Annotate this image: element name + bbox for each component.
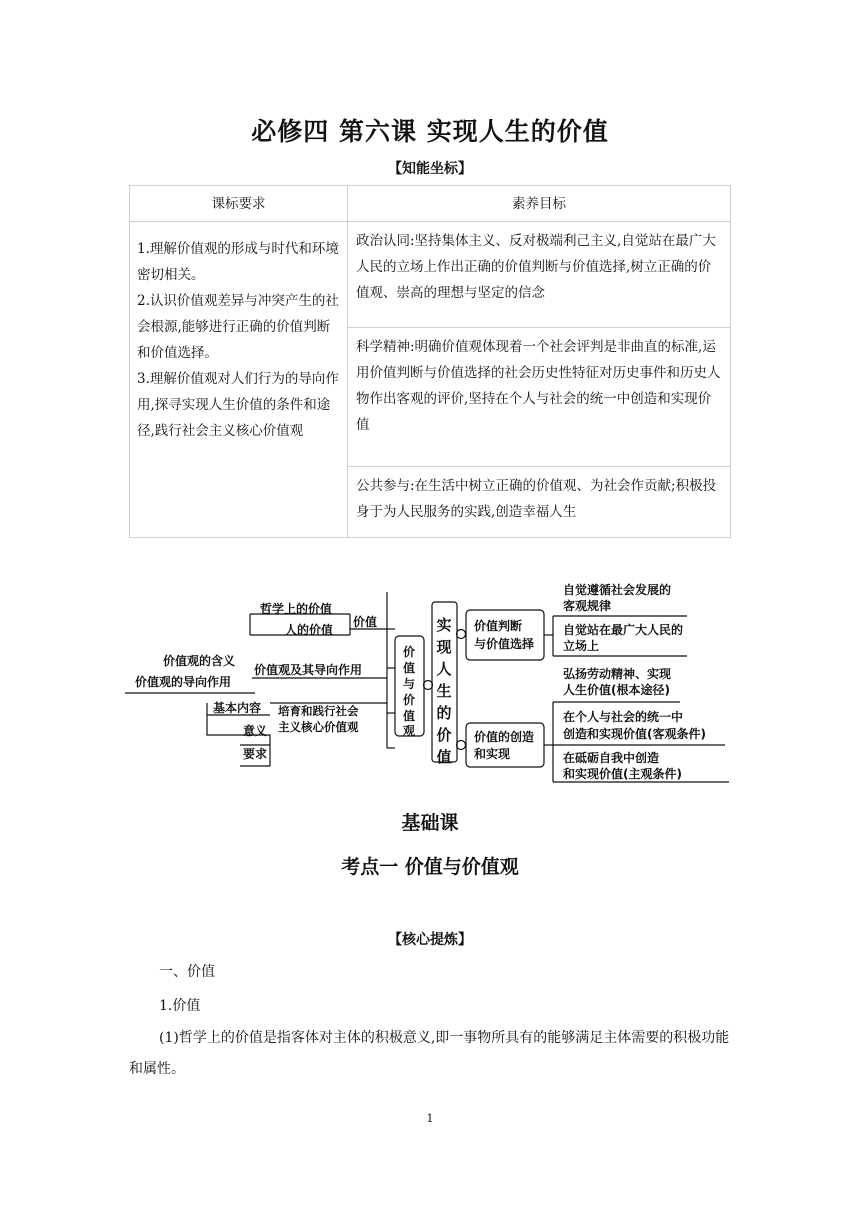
requirement-item: 1.理解价值观的形成与时代和环境密切相关。 (137, 241, 339, 283)
mindmap-char: 价 (402, 693, 416, 707)
standards-table (129, 185, 731, 538)
mindmap-char: 值 (402, 661, 416, 675)
mindmap-node: 人生价值(根本途径) (563, 683, 670, 697)
mindmap-node: 要求 (243, 747, 268, 761)
section-label-knowledge: 【知能坐标】 (388, 161, 472, 177)
heading-level2: 1.价值 (159, 998, 201, 1014)
mindmap-char: 与 (402, 677, 416, 691)
section-heading-point: 考点一 价值与价值观 (341, 856, 519, 878)
mindmap-char: 值 (436, 748, 452, 766)
table-cell-goal: 科学精神:明确价值观体现着一个社会评判是非曲直的标准,运用价值判断与价值选择的社会历史性特征对历史事件和历史人物作出客观的评价,坚持在个人与社会的统一中创造和实现价值 (348, 328, 731, 467)
mindmap-node: 意义 (243, 724, 268, 738)
mindmap-node: 主义核心价值观 (278, 720, 359, 734)
mindmap-node: 在砥砺自我中创造 (563, 751, 660, 765)
mindmap-node: 价值 (353, 615, 378, 629)
mindmap-node: 立场上 (563, 639, 600, 653)
mindmap-node: 和实现价值(主观条件) (563, 767, 682, 781)
mindmap-node: 价值判断 (474, 619, 523, 633)
mind-map-diagram (125, 572, 735, 792)
mindmap-char: 的 (436, 704, 452, 722)
mindmap-node: 培育和践行社会 (278, 704, 359, 718)
page-title: 必修四 第六课 实现人生的价值 (251, 117, 609, 146)
mindmap-node: 哲学上的价值 (260, 602, 333, 616)
mindmap-node: 自觉遵循社会发展的 (563, 583, 672, 597)
mindmap-node: 价值观的含义 (163, 654, 236, 668)
requirement-item: 3.理解价值观对人们行为的导向作用,探寻实现人生价值的条件和途径,践行社会主义核心价值观 (137, 371, 339, 439)
mindmap-char: 观 (402, 724, 416, 738)
mindmap-node: 基本内容 (213, 701, 262, 715)
table-cell-goal: 政治认同:坚持集体主义、反对极端利己主义,自觉站在最广大人民的立场上作出正确的价值判断与价值选择,树立正确的价值观、崇高的理想与坚定的信念 (348, 222, 731, 328)
mindmap-node-vertical: 价 (402, 645, 416, 659)
mindmap-char: 价 (436, 726, 452, 744)
heading-level1: 一、价值 (159, 964, 215, 980)
body-paragraph: (1)哲学上的价值是指客体对主体的积极意义,即一事物所具有的能够满足主体需要的积极功能和属性。 (129, 1030, 730, 1077)
mindmap-node: 和实现 (474, 747, 511, 761)
table-header-cell: 课标要求 (130, 186, 348, 222)
mindmap-node: 弘扬劳动精神、实现 (563, 667, 672, 681)
mindmap-char: 生 (436, 682, 452, 700)
mindmap-node: 与价值选择 (474, 637, 535, 651)
table-row (130, 222, 731, 328)
table-header-cell: 素养目标 (348, 186, 731, 222)
mindmap-node: 价值的创造 (474, 730, 535, 744)
section-heading-basic: 基础课 (401, 812, 459, 834)
mindmap-root: 实 (436, 616, 452, 634)
requirement-item: 2.认识价值观差异与冲突产生的社会根源,能够进行正确的价值判断和价值选择。 (137, 293, 339, 361)
mindmap-char: 人 (436, 660, 452, 678)
table-cell-goal: 公共参与:在生活中树立正确的价值观、为社会作贡献;积极投身于为人民服务的实践,创造幸福人生 (348, 467, 731, 538)
table-header-row (130, 186, 731, 222)
mindmap-char: 现 (436, 638, 452, 656)
mindmap-node: 在个人与社会的统一中 (563, 710, 684, 724)
mindmap-char: 值 (402, 709, 416, 723)
table-cell-requirements (130, 222, 348, 538)
mindmap-node: 自觉站在最广大人民的 (563, 623, 684, 637)
mindmap-node: 创造和实现价值(客观条件) (563, 727, 706, 741)
section-label-core: 【核心提炼】 (388, 932, 472, 948)
mindmap-node: 客观规律 (563, 599, 612, 613)
mindmap-node: 价值观的导向作用 (135, 675, 232, 689)
mindmap-node: 价值观及其导向作用 (254, 663, 363, 677)
mindmap-node: 人的价值 (285, 623, 334, 637)
page-number: 1 (426, 1112, 434, 1125)
